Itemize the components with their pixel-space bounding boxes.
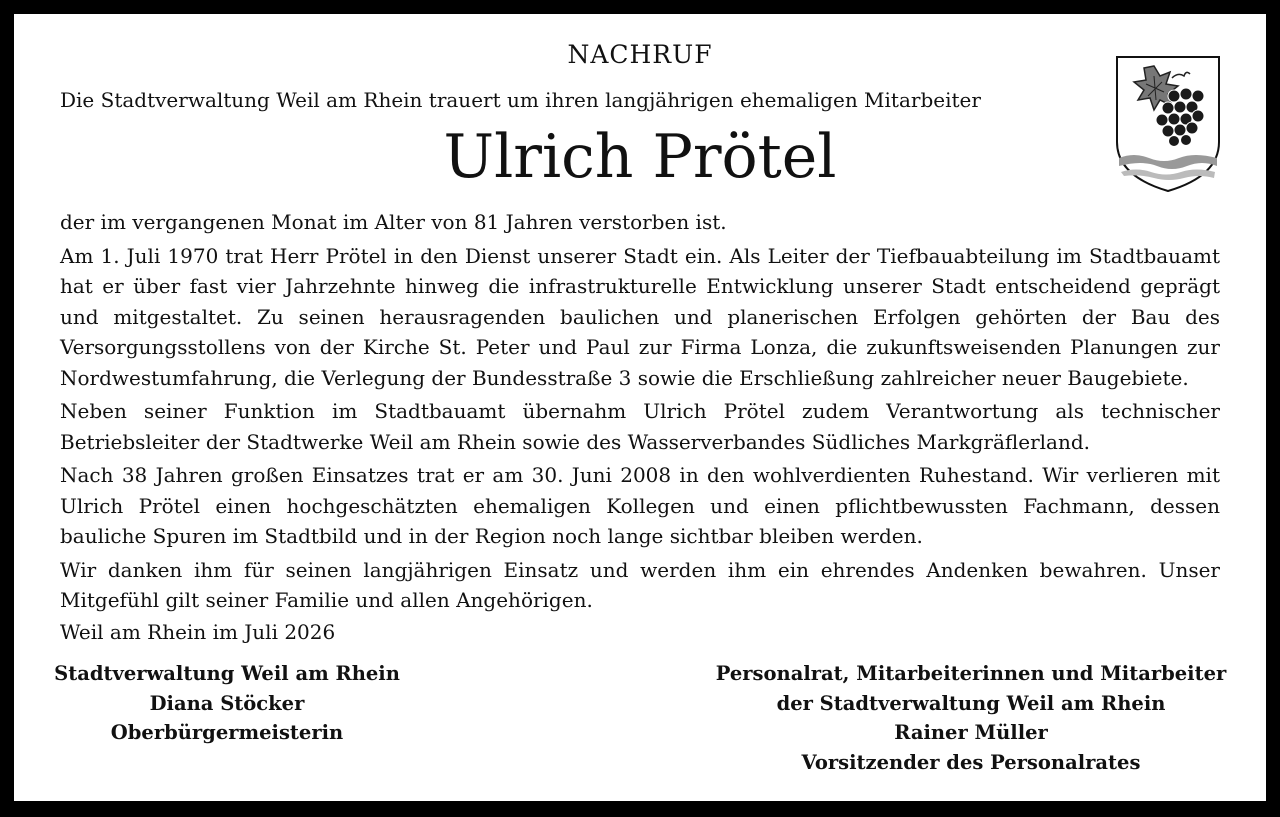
place-date: Weil am Rhein im Juli 2026 bbox=[60, 620, 336, 644]
body-paragraph: Nach 38 Jahren großen Einsatzes trat er am 30. Juni 2008 in den wohlverdienten Ruhestand. Wir verlieren mit Ulrich Prötel einen hochgeschätzten ehemaligen Kollegen und einen pflichtbewussten Fachmann, dessen bauliche Spuren im Stadtbild und in der Region noch lange sichtbar bleiben werden. bbox=[60, 463, 1220, 548]
signature-line: der Stadtverwaltung Weil am Rhein bbox=[776, 691, 1166, 715]
signature-line: Rainer Müller bbox=[894, 721, 1048, 744]
signature-line: Vorsitzender des Personalrates bbox=[801, 750, 1141, 774]
signature-line: Oberbürgermeisterin bbox=[110, 721, 344, 744]
deceased-name: Ulrich Prötel bbox=[443, 122, 837, 192]
body-paragraph: der im vergangenen Monat im Alter von 81 Jahren verstorben ist. bbox=[60, 210, 727, 234]
body-paragraph: Am 1. Juli 1970 trat Herr Prötel in den Dienst unserer Stadt ein. Als Leiter der Tiefbauabteilung im Stadtbauamt hat er über fast vier Jahrzehnte hinweg die infrastrukturelle Entwicklung unserer Stadt entscheidend geprägt und mitgestaltet. Zu seinen herausragenden baulichen und planerischen Erfolgen gehörten der Bau des Versorgungsstollens von der Kirche St. Peter und Paul zur Firma Lonza, die zukunftsweisenden Planungen zur Nordwestumfahrung, die Verlegung der Bundesstraße 3 sowie die Erschließung zahlreicher neuer Baugebiete. bbox=[60, 243, 1220, 390]
signature-line: Personalrat, Mitarbeiterinnen und Mitarbeiter bbox=[715, 662, 1227, 685]
signature-block-city bbox=[40, 659, 414, 748]
body-paragraph: Neben seiner Funktion im Stadtbauamt übernahm Ulrich Prötel zudem Verantwortung als technischer Betriebsleiter der Stadtwerke Weil am Rhein sowie des Wasserverbandes Südliches Markgräflerland. bbox=[60, 399, 1220, 454]
obituary-heading: NACHRUF bbox=[567, 40, 713, 69]
signature-line: Stadtverwaltung Weil am Rhein bbox=[54, 662, 400, 685]
coat-of-arms-grapes-icon bbox=[1114, 54, 1222, 194]
intro-line: Die Stadtverwaltung Weil am Rhein trauert um ihren langjährigen ehemaligen Mitarbeiter bbox=[60, 88, 981, 112]
obituary-body bbox=[60, 207, 1220, 619]
body-paragraph: Wir danken ihm für seinen langjährigen Einsatz und werden ihm ein ehrendes Andenken bewahren. Unser Mitgefühl gilt seiner Familie und allen Angehörigen. bbox=[60, 557, 1220, 612]
signature-line: Diana Stöcker bbox=[149, 691, 305, 715]
signature-block-staff-council bbox=[700, 659, 1242, 777]
